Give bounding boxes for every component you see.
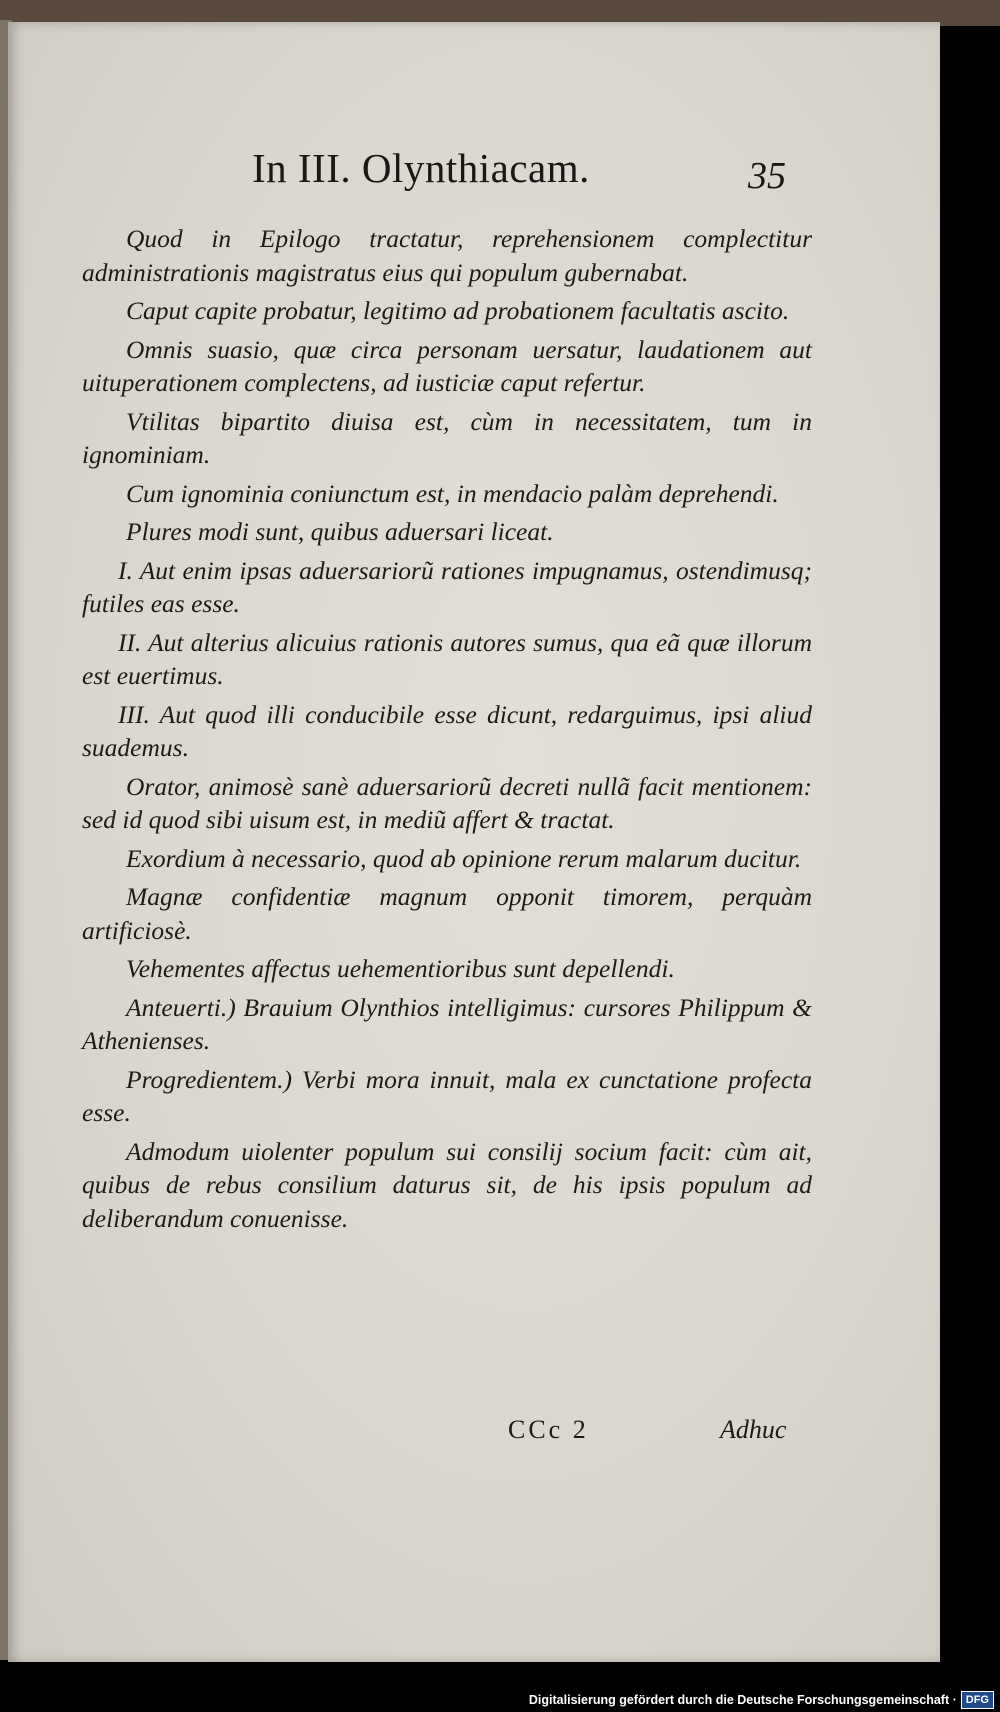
dfg-logo: DFG [961,1691,994,1709]
page-number: 35 [748,155,786,197]
paragraph-3: Omnis suasio, quæ circa personam uersatur, laudationem aut uituperationem complectens, ad iusticiæ caput refertur. [82,334,812,397]
paragraph-10: Orator, animosè sanè aduersariorũ decreti nullã facit mentionem: sed id quod sibi uisum est, in mediũ affert & tractat. [82,771,812,834]
paragraph-2: Caput capite probatur, legitimo ad probationem facultatis ascito. [126,296,790,325]
paragraph-4: Vtilitas bipartito diuisa est, cùm in necessitatem, tum in ignominiam. [82,406,812,469]
paragraph-8: II. Aut alterius alicuius rationis autores sumus, qua eã quæ illorum est euertimus. [82,627,812,690]
paragraph-1: Quod in Epilogo tractatur, reprehensionem complectitur administrationis magistratus eius qui populum gubernabat. [82,224,812,287]
paragraph-6: Plures modi sunt, quibus aduersari liceat. [126,517,554,546]
paragraph-15: Progredientem.) Verbi mora innuit, mala ex cunctatione profecta esse. [82,1064,812,1127]
catchword: Adhuc [720,1415,787,1444]
signature-mark: CCc 2 [508,1415,589,1444]
digitization-credit [529,1688,1000,1712]
paragraph-5: Cum ignominia coniunctum est, in mendacio palàm deprehendi. [126,478,779,508]
paragraph-14: Anteuerti.) Brauium Olynthios intelligimus: cursores Philippum & Athenienses. [82,992,812,1055]
book-page [8,22,940,1662]
paragraph-13: Vehementes affectus uehementioribus sunt depellendi. [126,954,675,983]
credit-text: Digitalisierung gefördert durch die Deutsche Forschungsgemeinschaft · [528,1693,957,1707]
body-text [82,222,812,1240]
paragraph-11: Exordium à necessario, quod ab opinione rerum malarum ducitur. [126,843,802,873]
running-title: In III. Olynthiacam. [252,145,590,191]
paragraph-12: Magnæ confidentiæ magnum opponit timorem, perquàm artificiosè. [82,882,812,945]
paragraph-7: I. Aut enim ipsas aduersariorũ rationes impugnamus, ostendimusq; futiles eas esse. [82,555,812,618]
running-head [8,144,940,214]
paragraph-16: Admodum uiolenter populum sui consilij socium facit: cùm ait, quibus de rebus consilium daturus sit, de his ipsis populum ad deliberandum conuenisse. [82,1136,812,1233]
paragraph-9: III. Aut quod illi conducibile esse dicunt, redarguimus, ipsi aliud suademus. [82,699,812,762]
